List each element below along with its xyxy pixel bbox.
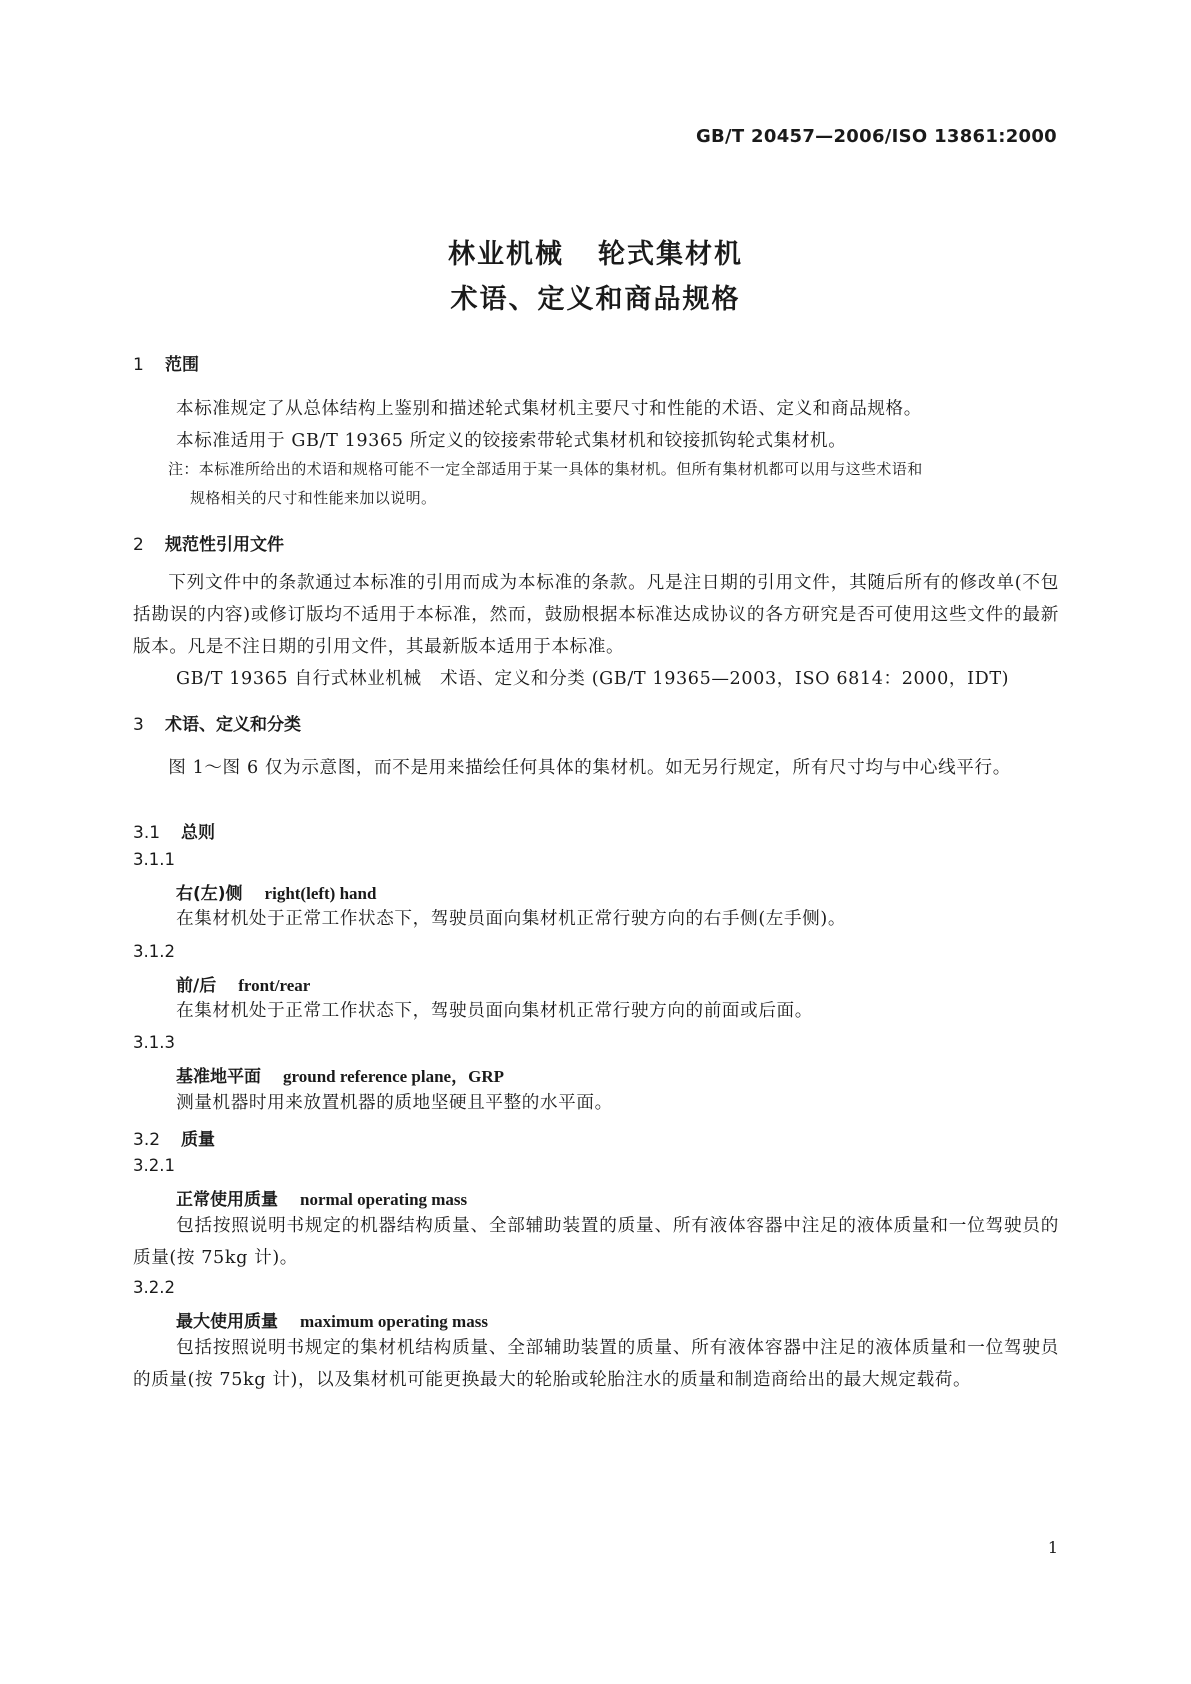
document-title-line1 (0, 232, 1191, 271)
clause-3-1-2-number: 3.1.2 (133, 942, 175, 961)
clause-3-2-1-term: 正常使用质量 normal operating mass (176, 1190, 468, 1210)
clause-3-2-2-definition: 包括按照说明书规定的集材机结构质量、全部辅助装置的质量、所有液体容器中注足的液体质量和一位驾驶员的质量(按 75kg 计)，以及集材机可能更换最大的轮胎或轮胎注水的质量和制造商给出的最大规定载荷。 (133, 1338, 1059, 1390)
normative-reference: GB/T 19365 自行式林业机械 术语、定义和分类 (GB/T 19365—2003，ISO 6814：2000，IDT) (176, 669, 1010, 689)
note-line-2: 规格相关的尺寸和性能来加以说明。 (190, 489, 437, 507)
section-1-paragraph-1: 本标准规定了从总体结构上鉴别和描述轮式集材机主要尺寸和性能的术语、定义和商品规格。 (176, 399, 922, 419)
section-1-paragraph-2: 本标准适用于 GB/T 19365 所定义的铰接索带轮式集材机和铰接抓钩轮式集材机。 (176, 431, 847, 451)
section-2-heading: 2 规范性引用文件 (133, 535, 284, 555)
section-2-paragraph: 下列文件中的条款通过本标准的引用而成为本标准的条款。凡是注日期的引用文件，其随后所有的修改单(不包括勘误的内容)或修订版均不适用于本标准，然而，鼓励根据本标准达成协议的各方研究是否可使用这些文件的最新版本。凡是不注日期的引用文件，其最新版本适用于本标准。 (133, 573, 1059, 657)
clause-3-1-3-number: 3.1.3 (133, 1033, 175, 1052)
clause-3-1-1-definition: 在集材机处于正常工作状态下，驾驶员面向集材机正常行驶方向的右手侧(左手侧)。 (176, 909, 847, 929)
clause-3-1-3-term: 基准地平面 ground reference plane，GRP (176, 1067, 504, 1087)
page-number: 1 (1047, 1538, 1058, 1557)
document-title-line2: 术语、定义和商品规格 (450, 284, 741, 315)
clause-3-2-2-number: 3.2.2 (133, 1278, 175, 1297)
clause-3-1-1-number: 3.1.1 (133, 850, 175, 869)
title-part1: 林业机械 (448, 239, 564, 270)
note-line-1: 注：本标准所给出的术语和规格可能不一定全部适用于某一具体的集材机。但所有集材机都可以用与这些术语和 (168, 460, 923, 478)
subsection-3-2-heading: 3.2 质量 (133, 1130, 215, 1150)
title-part2: 轮式集材机 (598, 239, 743, 270)
clause-3-2-1-number: 3.2.1 (133, 1156, 175, 1175)
section-1-heading: 1 范围 (133, 355, 199, 375)
section-1-note (168, 455, 1058, 513)
section-3-heading: 3 术语、定义和分类 (133, 715, 301, 735)
standard-number: GB/T 20457—2006/ISO 13861:2000 (695, 126, 1057, 147)
section-3-paragraph: 图 1～图 6 仅为示意图，而不是用来描绘任何具体的集材机。如无另行规定，所有尺寸均与中心线平行。 (168, 758, 1011, 778)
subsection-3-1-heading: 3.1 总则 (133, 823, 215, 843)
clause-3-1-1-term: 右(左)侧 right(left) hand (176, 884, 377, 904)
clause-3-1-2-term: 前/后 front/rear (176, 976, 311, 996)
clause-3-1-2-definition: 在集材机处于正常工作状态下，驾驶员面向集材机正常行驶方向的前面或后面。 (176, 1001, 813, 1021)
clause-3-2-1-definition: 包括按照说明书规定的机器结构质量、全部辅助装置的质量、所有液体容器中注足的液体质量和一位驾驶员的质量(按 75kg 计)。 (133, 1216, 1059, 1268)
clause-3-1-3-definition: 测量机器时用来放置机器的质地坚硬且平整的水平面。 (176, 1093, 613, 1113)
clause-3-2-2-term: 最大使用质量 maximum operating mass (176, 1312, 488, 1332)
